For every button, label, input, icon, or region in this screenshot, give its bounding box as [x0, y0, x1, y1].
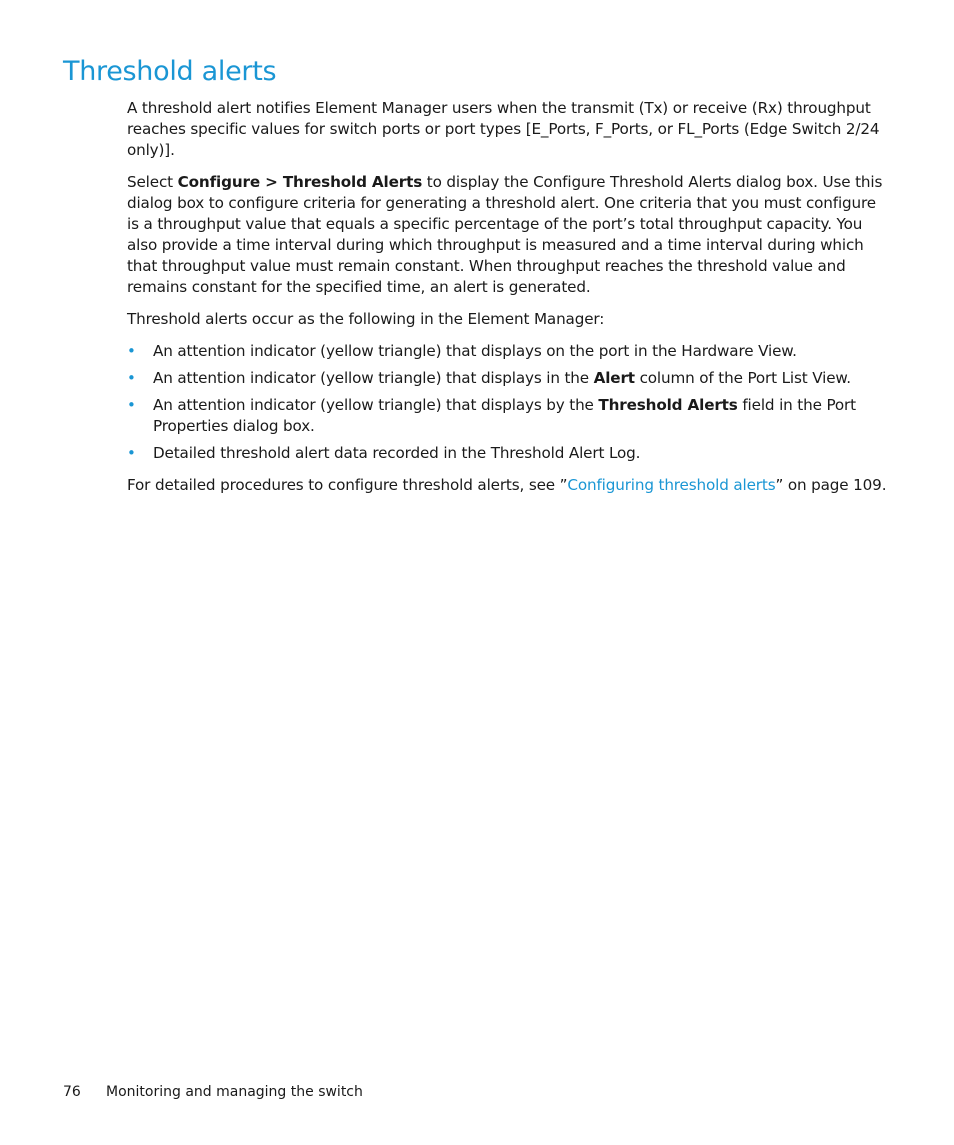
list-item: [127, 395, 887, 437]
list-item: [127, 443, 887, 464]
bullet-icon: •: [127, 369, 136, 387]
footer-section-title: Monitoring and managing the switch: [106, 1084, 363, 1100]
list-item-text: Detailed threshold alert data recorded in the Threshold Alert Log.: [153, 444, 641, 462]
configure-paragraph-suffix: to display the Configure Threshold Alerts dialog box. Use this dialog box to configure criteria for generating a threshold alert. One criteria that you must configure is a throughput value that equals a specific percentage of the port’s total throughput capacity. You also provide a time interval during which throughput is measured and a time interval during which that throughput value must remain constant. When throughput reaches the threshold value and remains constant for the specified time, an alert is generated.: [127, 173, 883, 296]
alert-indicator-list: [127, 341, 887, 464]
bullet-icon: •: [127, 342, 136, 360]
occurrence-paragraph: Threshold alerts occur as the following in the Element Manager:: [127, 310, 605, 328]
list-item-suffix: field in the Port Properties dialog box.: [153, 396, 856, 435]
list-item: [127, 368, 887, 389]
list-item: [127, 341, 887, 362]
configuring-threshold-alerts-link[interactable]: Configuring threshold alerts: [567, 476, 776, 494]
configure-paragraph-prefix: Select: [127, 173, 178, 191]
list-item-bold: Alert: [593, 369, 635, 387]
list-item-bold: Threshold Alerts: [598, 396, 738, 414]
page-title: Threshold alerts: [63, 56, 277, 87]
bullet-icon: •: [127, 444, 136, 462]
body-text: [127, 98, 887, 507]
bullet-icon: •: [127, 396, 136, 414]
reference-suffix: ” on page 109.: [775, 476, 887, 494]
intro-paragraph: A threshold alert notifies Element Manager users when the transmit (Tx) or receive (Rx) throughput reaches specific values for switch ports or port types [E_Ports, F_Ports, or FL_Ports (Edge Switch 2/24 only)].: [127, 99, 880, 159]
page-number: 76: [63, 1084, 81, 1100]
configure-paragraph: [127, 172, 887, 298]
page-footer: [63, 1082, 363, 1102]
list-item-text: An attention indicator (yellow triangle) that displays on the port in the Hardware View.: [153, 342, 797, 360]
configure-menu-path: Configure > Threshold Alerts: [177, 173, 423, 191]
procedure-reference-paragraph: [127, 475, 887, 496]
list-item-suffix: column of the Port List View.: [634, 369, 851, 387]
list-item-text: An attention indicator (yellow triangle) that displays by the: [153, 396, 599, 414]
reference-prefix: For detailed procedures to configure threshold alerts, see ”: [127, 476, 568, 494]
list-item-text: An attention indicator (yellow triangle) that displays in the: [153, 369, 594, 387]
